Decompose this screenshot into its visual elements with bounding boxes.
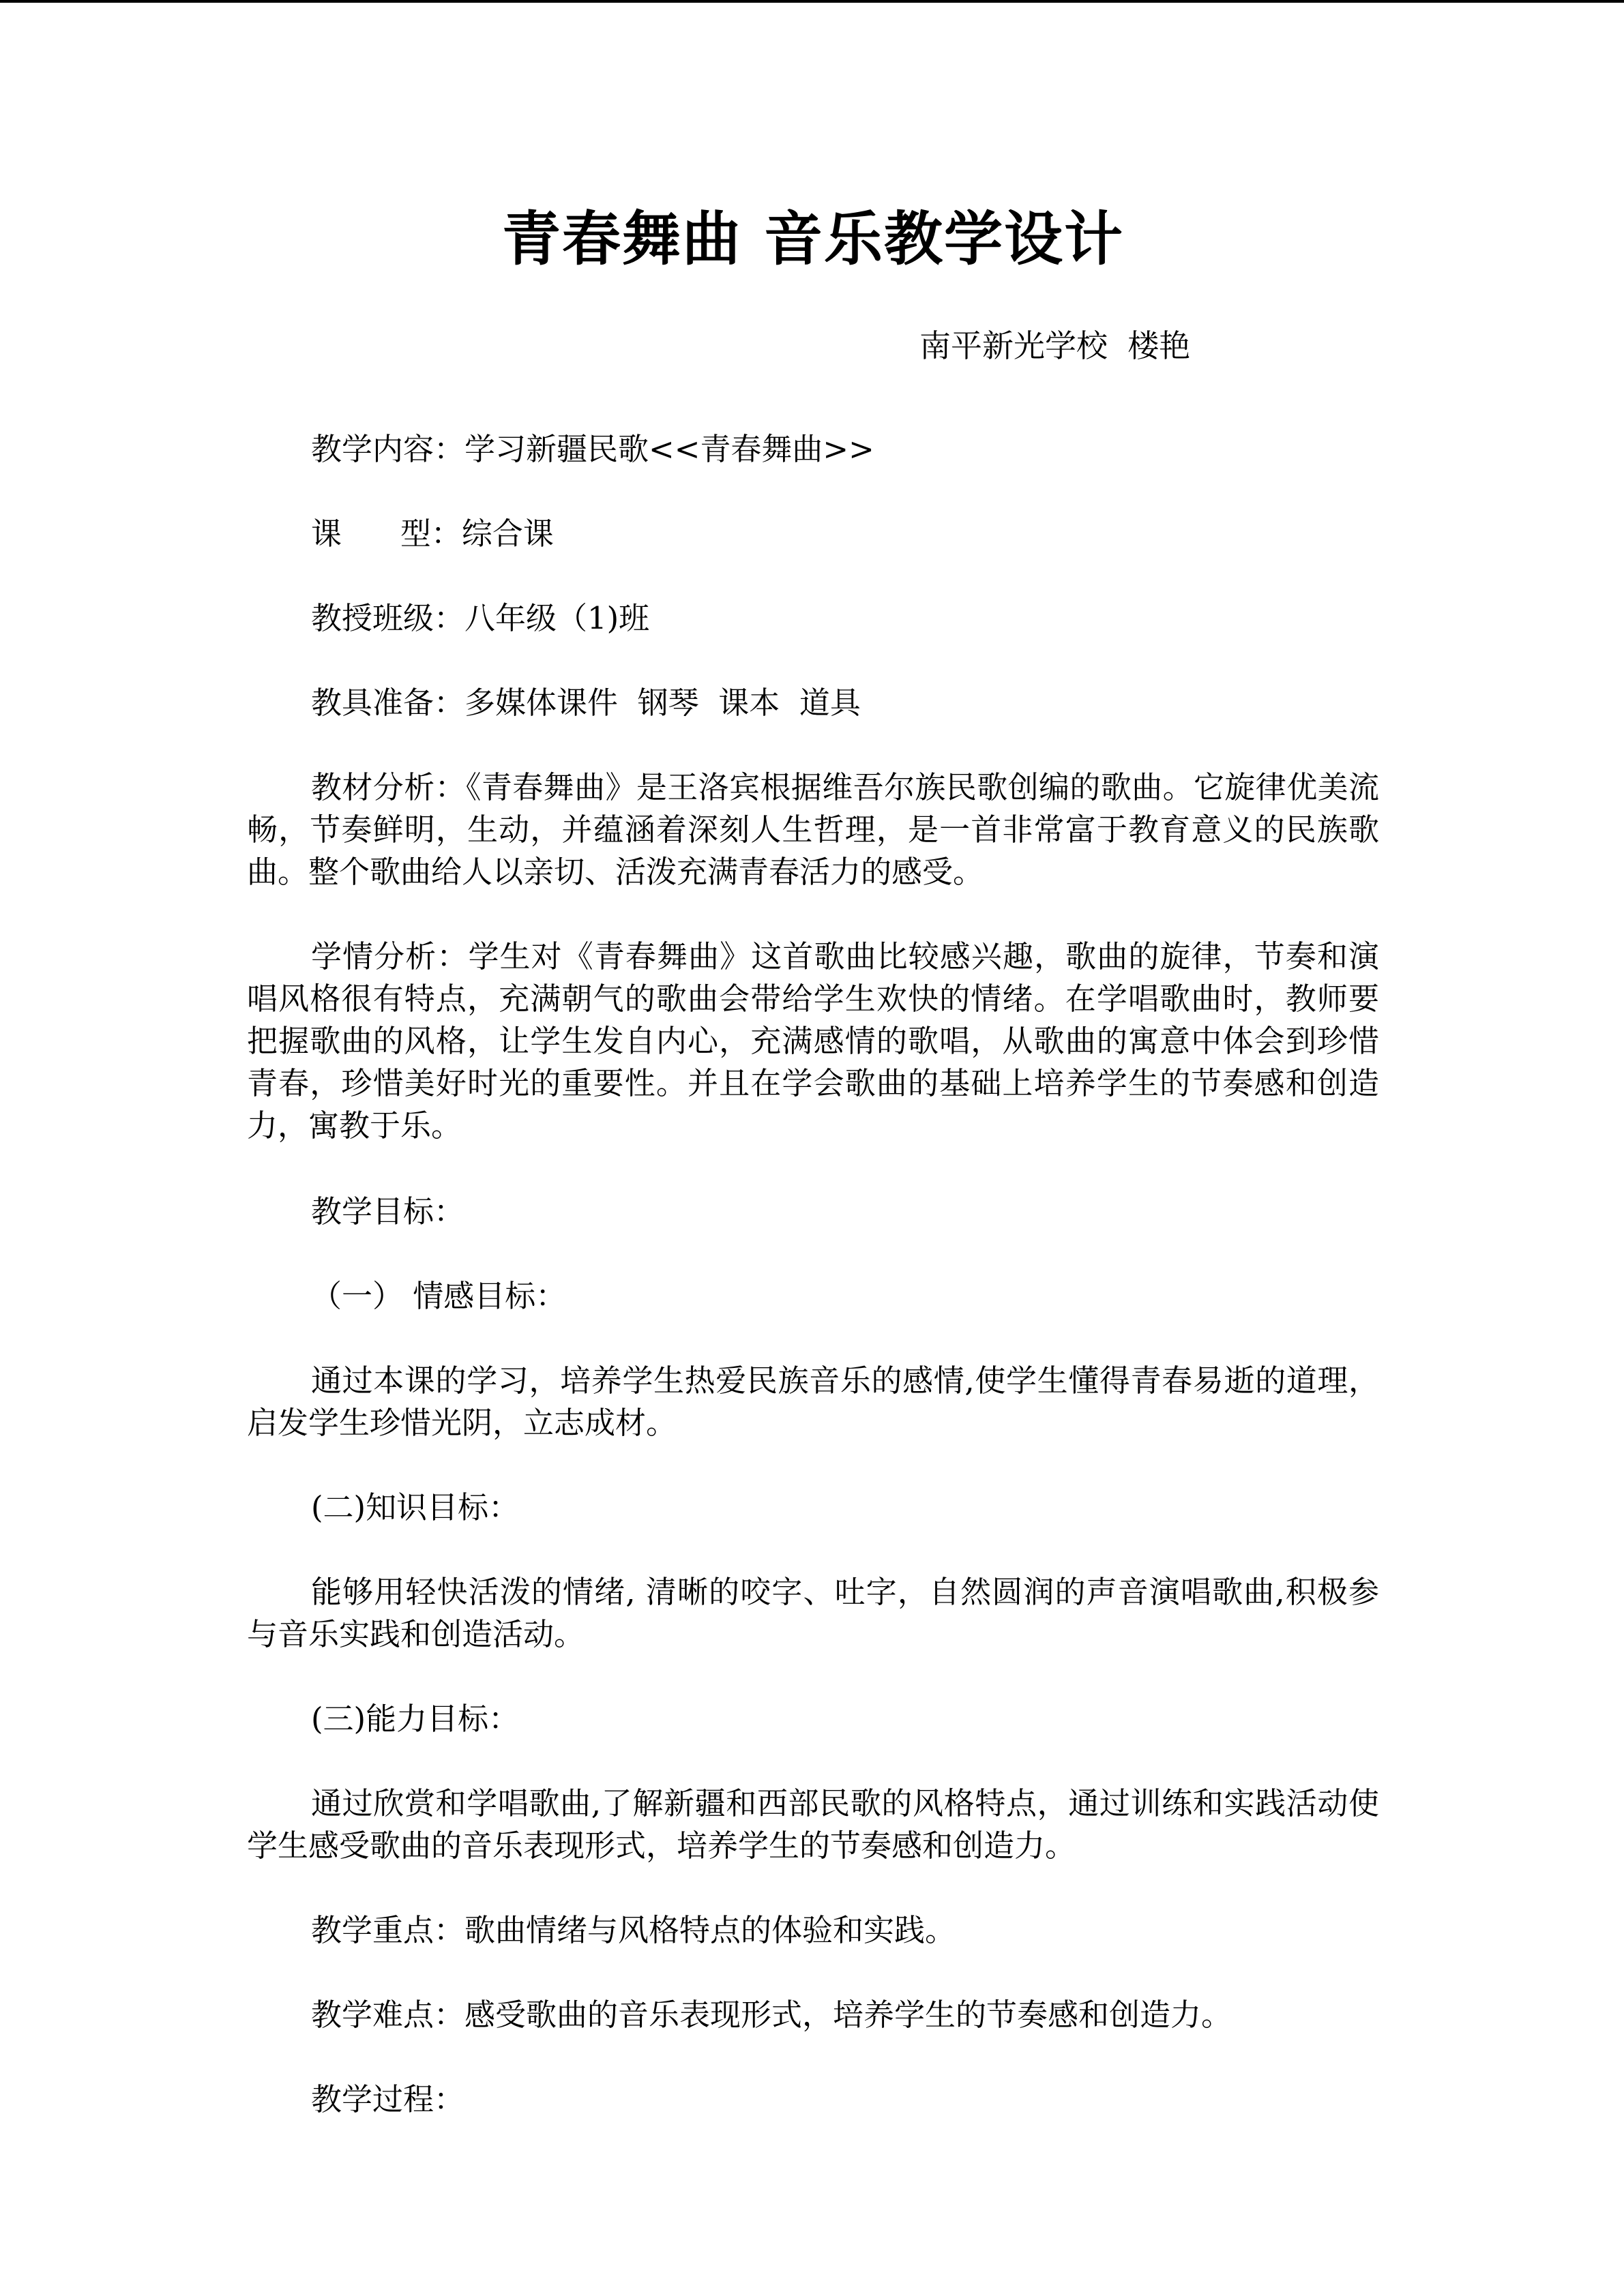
teaching-key-point: 教学重点：歌曲情绪与风格特点的体验和实践。 xyxy=(311,1911,956,1948)
teaching-aids: 教具准备：多媒体课件 钢琴 课本 道具 xyxy=(311,684,861,721)
ability-objective-heading: (三)能力目标： xyxy=(311,1700,520,1737)
document-page xyxy=(247,205,1379,2121)
ability-objective-text: 通过欣赏和学唱歌曲,了解新疆和西部民歌的风格特点，通过训练和实践活动使学生感受歌曲的音乐表现形式，培养学生的节奏感和创造力。 xyxy=(247,1785,1379,1864)
author-line: 南平新光学校 楼艳 xyxy=(919,327,1191,365)
teaching-content: 教学内容：学习新疆民歌<<青春舞曲>> xyxy=(311,430,874,467)
top-border-line xyxy=(0,0,1624,3)
material-analysis: 教材分析：《青春舞曲》是王洛宾根据维吾尔族民歌创编的歌曲。它旋律优美流畅，节奏鲜明，生动，并蕴涵着深刻人生哲理，是一首非常富于教育意义的民族歌曲。整个歌曲给人以亲切、活泼充满青春活力的感受。 xyxy=(247,769,1379,890)
class-taught: 教授班级：八年级（1)班 xyxy=(311,599,650,636)
learner-analysis: 学情分析：学生对《青春舞曲》这首歌曲比较感兴趣，歌曲的旋律，节奏和演唱风格很有特点，充满朝气的歌曲会带给学生欢快的情绪。在学唱歌曲时，教师要把握歌曲的风格，让学生发自内心，充满感情的歌唱，从歌曲的寓意中体会到珍惜青春，珍惜美好时光的重要性。并且在学会歌曲的基础上培养学生的节奏感和创造力，寓教于乐。 xyxy=(247,938,1379,1144)
teaching-difficulty: 教学难点：感受歌曲的音乐表现形式，培养学生的节奏感和创造力。 xyxy=(311,1996,1232,2033)
teaching-process-heading: 教学过程： xyxy=(311,2081,465,2117)
knowledge-objective-text: 能够用轻快活泼的情绪, 清晰的咬字、吐字，自然圆润的声音演唱歌曲,积极参与音乐实践和创造活动。 xyxy=(247,1573,1379,1652)
teaching-objectives-heading: 教学目标： xyxy=(311,1193,465,1229)
emotional-objective-text: 通过本课的学习，培养学生热爱民族音乐的感情,使学生懂得青春易逝的道理，启发学生珍惜光阴，立志成材。 xyxy=(247,1362,1379,1441)
lesson-type: 课 型：综合课 xyxy=(311,515,554,552)
emotional-objective-heading: （一） 情感目标： xyxy=(311,1277,567,1314)
knowledge-objective-heading: (二)知识目标： xyxy=(311,1489,520,1525)
document-title: 青春舞曲 音乐教学设计 xyxy=(502,205,1124,273)
